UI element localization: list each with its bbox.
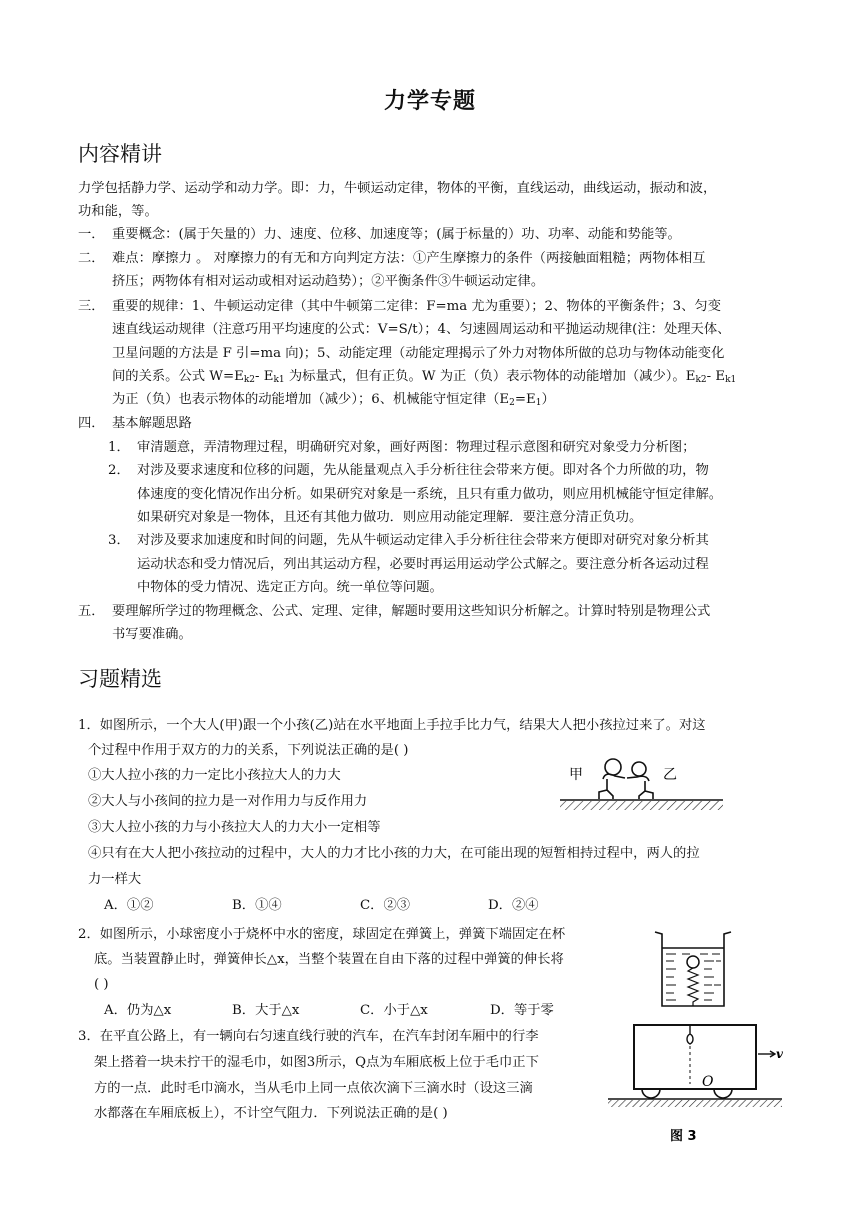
- question-line: 1．如图所示，一个大人(甲)跟一个小孩(乙)站在水平地面上手拉手比力气，结果大人把小孩拉过来了。对这: [78, 718, 706, 733]
- item-line-formula: [112, 368, 736, 386]
- option-a: A．仍为△x: [104, 1003, 172, 1018]
- option-d: D．等于零: [490, 1003, 554, 1018]
- velocity-label: v: [776, 1047, 783, 1061]
- formula-text: ）: [541, 392, 555, 407]
- child-figure: [627, 762, 653, 799]
- statement: ④只有在大人把小孩拉动的过程中，大人的力才比小孩的力大，在可能出现的短暂相持过程中，两人的拉: [88, 846, 700, 861]
- section-heading-content: 内容精讲: [78, 142, 162, 166]
- label-jia: 甲: [569, 767, 583, 783]
- subscript: k2: [243, 375, 256, 385]
- item-line: 难点：摩擦力 。 对摩擦力的有无和方向判定方法：①产生摩擦力的条件（两接触面粗糙；两物体相互: [112, 251, 706, 266]
- subscript: k1: [725, 375, 737, 385]
- statement: ②大人与小孩间的拉力是一对作用力与反作用力: [88, 794, 368, 809]
- item-number: 一．: [78, 227, 105, 242]
- item-number: 四．: [78, 416, 105, 431]
- truck-compartment: [634, 1025, 756, 1089]
- intro-line: 功和能，等。: [78, 204, 158, 219]
- subitem-number: 2．: [108, 463, 130, 478]
- subitem-line: 中物体的受力情况、选定正方向。统一单位等问题。: [137, 580, 443, 595]
- option-b: B．大于△x: [232, 1003, 300, 1018]
- figure-caption: 图 3: [670, 1129, 697, 1144]
- question-line: 方的一点．此时毛巾滴水，当从毛巾上同一点依次滴下三滴水时（设这三滴: [94, 1081, 533, 1096]
- question-line: ( ): [94, 977, 109, 992]
- intro-line: 力学包括静力学、运动学和动力学。即：力，牛顿运动定律，物体的平衡，直线运动，曲线运动，振动和波，: [78, 181, 717, 196]
- subscript: k2: [695, 375, 707, 385]
- adult-figure: [599, 759, 625, 799]
- question-line: 个过程中作用于双方的力的关系，下列说法正确的是( ): [88, 743, 409, 758]
- subitem-line: 体速度的变化情况作出分析。如果研究对象是一系统，且只有重力做功，则应用机械能守恒定律解。: [137, 487, 723, 502]
- option-b: B．①④: [232, 898, 282, 913]
- subitem-number: 3．: [108, 533, 130, 548]
- item-line: 重要的规律：1、牛顿运动定律（其中牛顿第二定律：F=ma 尤为重要）；2、物体的平衡条件；3、匀变: [112, 299, 722, 314]
- road-hatch: [608, 1100, 782, 1107]
- formula-text: 为正（负）也表示物体的动能增加（减少）；6、机械能守恒定律（E: [112, 392, 510, 407]
- subscript: 2: [509, 398, 515, 408]
- item-line: 基本解题思路: [112, 416, 192, 431]
- statement: ①大人拉小孩的力一定比小孩拉大人的力大: [88, 768, 341, 783]
- subitem-number: 1．: [108, 440, 130, 455]
- item-line: 书写要准确。: [112, 627, 192, 642]
- subitem-line: 运动状态和受力情况后，列出其运动方程，必要时再运用运动学公式解之。要注意分析各运动过程: [137, 557, 709, 572]
- question-line: 2．如图所示，小球密度小于烧杯中水的密度，球固定在弹簧上，弹簧下端固定在杯: [78, 927, 566, 942]
- question-line: 水都落在车厢底板上），不计空气阻力．下列说法正确的是( ): [94, 1106, 448, 1121]
- subscript: 1: [535, 398, 542, 408]
- item-number: 五．: [78, 604, 105, 619]
- item-line: 挤压；两物体有相对运动或相对运动趋势）；②平衡条件③牛顿运动定律。: [112, 274, 545, 289]
- formula-text: 间的关系。公式 W=E: [112, 369, 244, 384]
- subitem-line: 对涉及要求速度和位移的问题，先从能量观点入手分析往往会带来方便。即对各个力所做的功，物: [137, 463, 709, 478]
- point-label: O: [702, 1074, 714, 1090]
- item-line-formula: [112, 391, 555, 409]
- statement: 力一样大: [88, 872, 142, 887]
- subitem-line: 如果研究对象是一物体，且还有其他力做功．则应用动能定理解．要注意分清正负功。: [137, 510, 643, 525]
- beaker-figure: [652, 928, 734, 1010]
- ground-hatch: [560, 801, 723, 810]
- item-line: 要理解所学过的物理概念、公式、定理、定律，解题时要用这些知识分析解之。计算时特别是物理公式: [112, 604, 711, 619]
- towel: [687, 1025, 693, 1044]
- item-number: 二．: [78, 251, 105, 266]
- ball: [687, 956, 699, 968]
- option-d: D．②④: [488, 898, 539, 913]
- item-line: 卫星问题的方法是 F 引=ma 向)；5、动能定理（动能定理揭示了外力对物体所做的总功与物体动能变化: [112, 346, 725, 361]
- wheel-right: [714, 1089, 732, 1098]
- formula-text: - E: [706, 369, 726, 384]
- option-c: C．②③: [360, 898, 411, 913]
- subitem-line: 审清题意，弄清物理过程，明确研究对象，画好两图：物理过程示意图和研究对象受力分析图；: [137, 440, 696, 455]
- question-line: 3．在平直公路上，有一辆向右匀速直线行驶的汽车，在汽车封闭车厢中的行李: [78, 1029, 539, 1044]
- wheel-left: [642, 1089, 660, 1098]
- question-line: 架上搭着一块未拧干的湿毛巾，如图3所示，Q点为车厢底板上位于毛巾正下: [94, 1055, 539, 1070]
- option-c: C．小于△x: [360, 1003, 428, 1018]
- formula-text: =E: [514, 392, 536, 407]
- option-a: A．①②: [104, 898, 154, 913]
- subitem-line: 对涉及要求加速度和时间的问题，先从牛顿运动定律入手分析往往会带来方便即对研究对象分析其: [137, 533, 709, 548]
- formula-text: - E: [255, 369, 274, 384]
- spring: [688, 968, 698, 1006]
- page-title: 力学专题: [383, 89, 476, 114]
- item-number: 三．: [78, 299, 105, 314]
- tug-of-war-figure: [555, 752, 730, 820]
- question-line: 底。当装置静止时，弹簧伸长△x，当整个装置在自由下落的过程中弹簧的伸长将: [94, 952, 564, 967]
- truck-figure: [604, 1022, 786, 1148]
- statement: ③大人拉小孩的力与小孩拉大人的力大小一定相等: [88, 820, 381, 835]
- label-yi: 乙: [663, 767, 677, 783]
- formula-text: 为标量式，但有正负。W 为正（负）表示物体的动能增加（减少）。E: [284, 369, 696, 384]
- item-line: 速直线运动规律（注意巧用平均速度的公式：V=S/t）；4、匀速圆周运动和平抛运动规律(注：处理天体、: [112, 322, 731, 337]
- subscript: k1: [273, 375, 285, 385]
- item-line: 重要概念：(属于矢量的）力、速度、位移、加速度等；(属于标量的）功、功率、动能和势能等。: [112, 227, 681, 242]
- section-heading-exercises: 习题精选: [78, 667, 162, 691]
